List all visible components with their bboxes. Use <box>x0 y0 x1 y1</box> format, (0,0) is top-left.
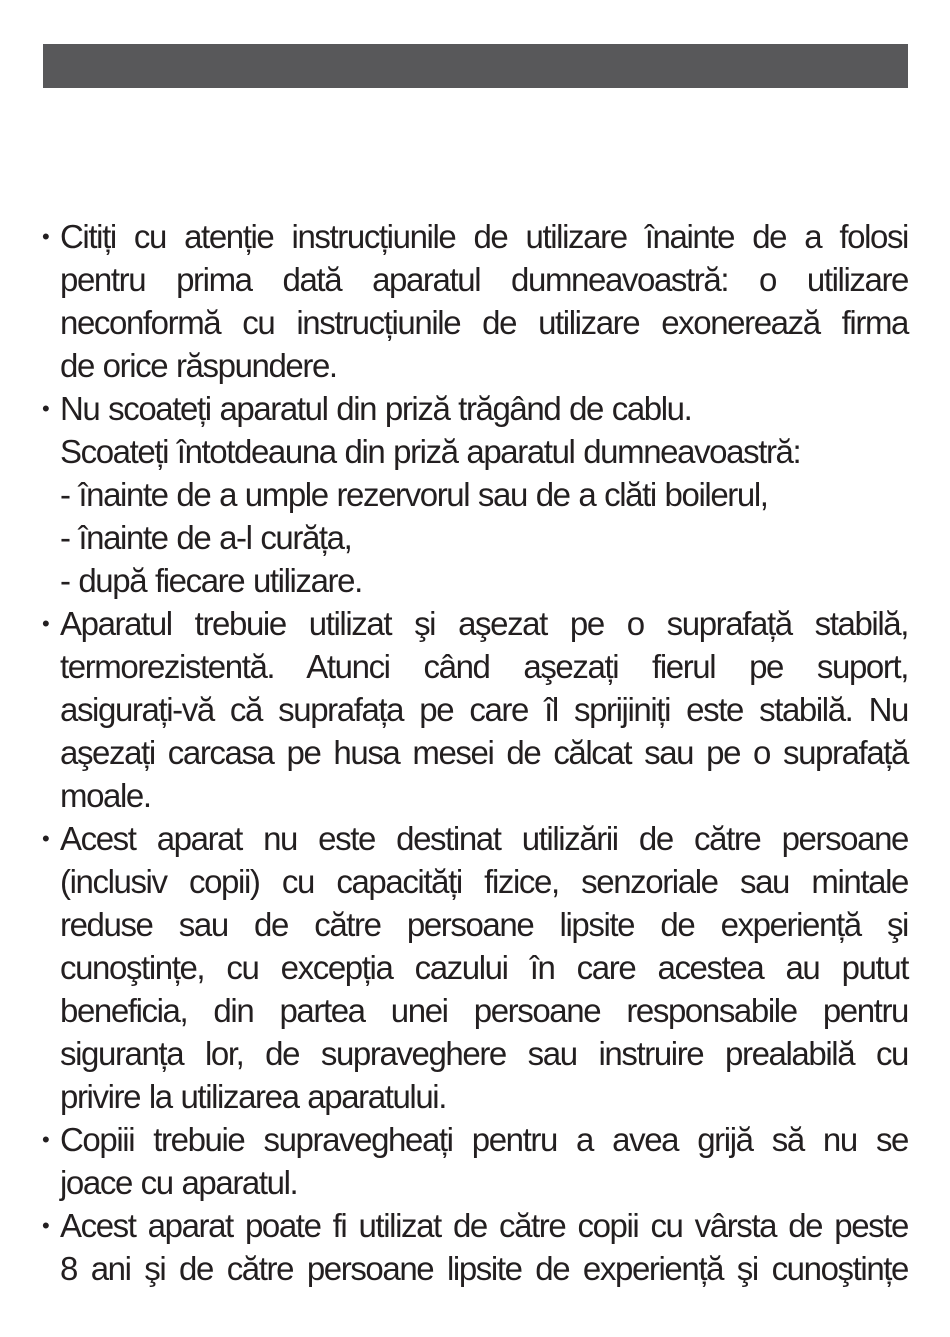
instruction-line: neconformă cu instrucțiunile de utilizare exonerează firma <box>60 304 908 341</box>
instruction-line: (inclusiv copii) cu capacități fizice, senzoriale sau mintale <box>60 863 908 900</box>
instruction-line: privire la utilizarea aparatului. <box>60 1078 447 1115</box>
instruction-line: reduse sau de către persoane lipsite de experiență şi <box>60 906 908 943</box>
instruction-item <box>42 817 908 1118</box>
instruction-line: Acest aparat poate fi utilizat de către copii cu vârsta de peste <box>60 1207 908 1244</box>
instruction-line: Acest aparat nu este destinat utilizării de către persoane <box>60 820 908 857</box>
instruction-line: Scoateți întotdeauna din priză aparatul dumneavoastră: <box>60 433 801 470</box>
instruction-line: Citiți cu atenție instrucțiunile de utilizare înainte de a folosi <box>60 218 908 255</box>
instruction-line: de orice răspundere. <box>60 347 337 384</box>
instruction-sub-line: - înainte de a umple rezervorul sau de a clăti boilerul, <box>60 476 768 513</box>
instruction-line: cunoştințe, cu excepția cazului în care acestea au putut <box>60 949 908 986</box>
bullet-icon: • <box>42 1213 49 1238</box>
instruction-line: joace cu aparatul. <box>60 1164 298 1201</box>
safety-instructions <box>42 215 908 1290</box>
instruction-line: siguranța lor, de supraveghere sau instruire prealabilă cu <box>60 1035 908 1072</box>
instruction-item <box>42 215 908 387</box>
bullet-icon: • <box>42 826 49 851</box>
instruction-sub-line: - înainte de a-l curăța, <box>60 519 352 556</box>
bullet-icon: • <box>42 224 49 249</box>
instruction-item <box>42 387 908 602</box>
instruction-item <box>42 1118 908 1204</box>
instruction-line: pentru prima dată aparatul dumneavoastră: o utilizare <box>60 261 908 298</box>
bullet-icon: • <box>42 1127 49 1152</box>
header-bar <box>43 44 908 88</box>
instruction-line: 8 ani şi de către persoane lipsite de experiență şi cunoştințe <box>60 1250 908 1287</box>
instruction-line: Nu scoateți aparatul din priză trăgând de cablu. <box>60 390 692 427</box>
instruction-line: Copiii trebuie supravegheați pentru a avea grijă să nu se <box>60 1121 908 1158</box>
instruction-line: moale. <box>60 777 151 814</box>
instruction-line: termorezistentă. Atunci când aşezați fierul pe suport, <box>60 648 908 685</box>
instruction-item <box>42 1204 908 1290</box>
bullet-icon: • <box>42 611 49 636</box>
instruction-line: beneficia, din partea unei persoane responsabile pentru <box>60 992 908 1029</box>
instruction-sub-line: - după fiecare utilizare. <box>60 562 362 599</box>
instruction-line: asigurați-vă că suprafața pe care îl sprijiniți este stabilă. Nu <box>60 691 908 728</box>
instruction-line: Aparatul trebuie utilizat şi aşezat pe o suprafață stabilă, <box>60 605 908 642</box>
instruction-item <box>42 602 908 817</box>
instruction-line: aşezați carcasa pe husa mesei de călcat sau pe o suprafață <box>60 734 908 771</box>
bullet-icon: • <box>42 396 49 421</box>
